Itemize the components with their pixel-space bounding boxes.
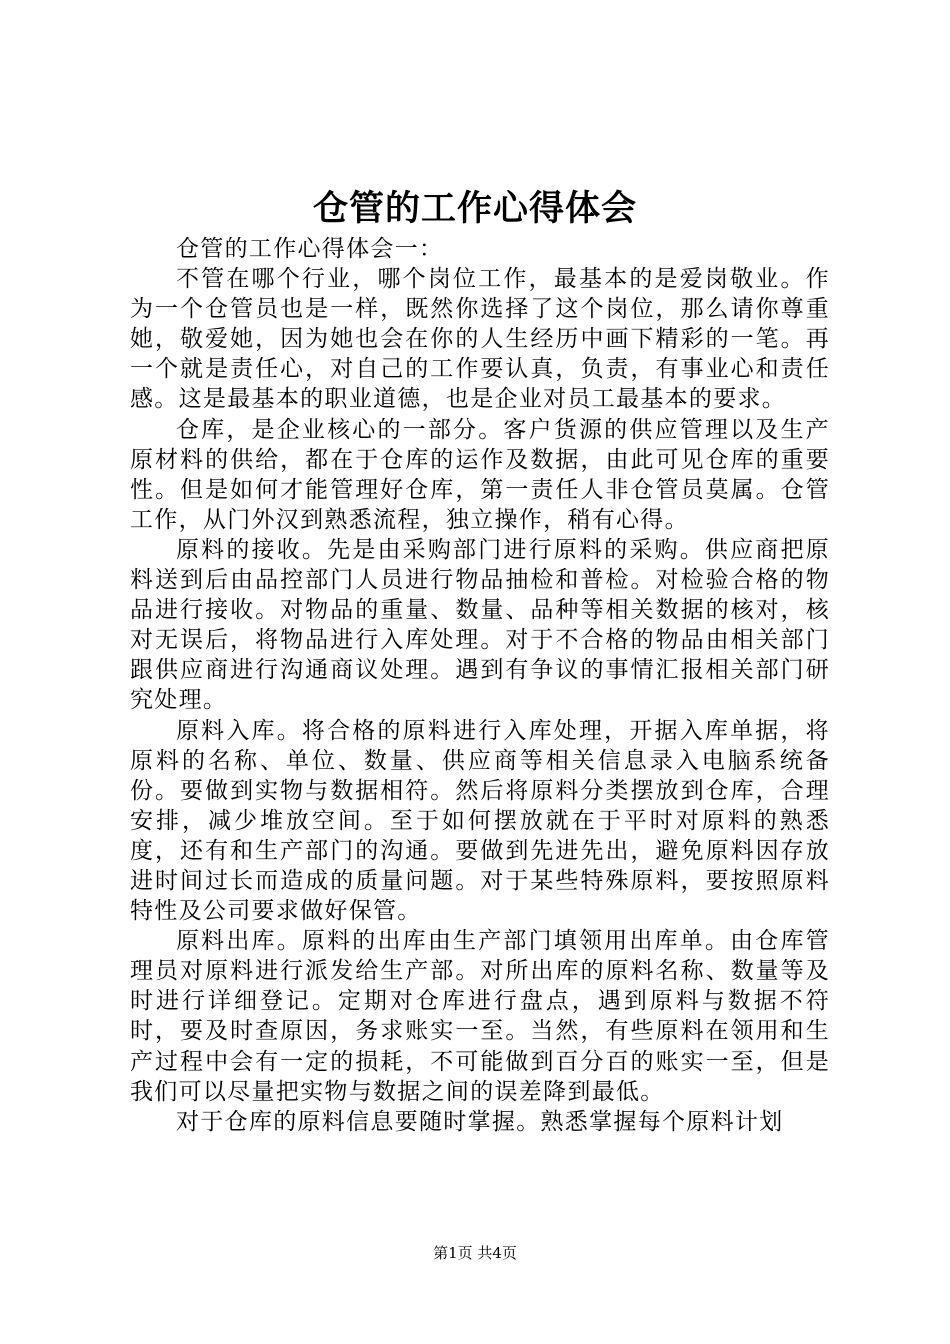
paragraph: 仓库，是企业核心的一部分。客户货源的供应管理以及生产原材料的供给，都在于仓库的运作及数据，由此可见仓库的重要性。但是如何才能管理好仓库，第一责任人非仓管员莫属。仓管工作，从门外汉到熟悉流程，独立操作，稍有心得。	[130, 416, 830, 533]
paragraph: 不管在哪个行业，哪个岗位工作，最基本的是爱岗敬业。作为一个仓管员也是一样，既然你选择了这个岗位，那么请你尊重她，敬爱她，因为她也会在你的人生经历中画下精彩的一笔。再一个就是责任心，对自己的工作要认真，负责，有事业心和责任感。这是最基本的职业道德，也是企业对员工最基本的要求。	[130, 266, 830, 413]
paragraph: 原料入库。将合格的原料进行入库处理，开据入库单据，将原料的名称、单位、数量、供应商等相关信息录入电脑系统备份。要做到实物与数据相符。然后将原料分类摆放到仓库，合理安排，减少堆放空间。至于如何摆放就在于平时对原料的熟悉度，还有和生产部门的沟通。要做到先进先出，避免原料因存放进时间过长而造成的质量问题。对于某些特殊原料，要按照原料特性及公司要求做好保管。	[130, 717, 830, 925]
document-title: 仓管的工作心得体会	[312, 188, 637, 229]
page-footer: 第1页 共4页	[433, 1244, 517, 1262]
paragraph: 对于仓库的原料信息要随时掌握。熟悉掌握每个原料计划	[176, 1108, 784, 1135]
paragraph-heading: 仓管的工作心得体会一：	[176, 236, 444, 262]
paragraph: 原料的接收。先是由采购部门进行原料的采购。供应商把原料送到后由品控部门人员进行物品抽检和普检。对检验合格的物品进行接收。对物品的重量、数量、品种等相关数据的核对，核对无误后，将物品进行入库处理。对于不合格的物品由相关部门跟供应商进行沟通商议处理。遇到有争议的事情汇报相关部门研究处理。	[130, 536, 830, 714]
paragraph: 原料出库。原料的出库由生产部门填领用出库单。由仓库管理员对原料进行派发给生产部。对所出库的原料名称、数量等及时进行详细登记。定期对仓库进行盘点，遇到原料与数据不符时，要及时查原因，务求账实一至。当然，有些原料在领用和生产过程中会有一定的损耗，不可能做到百分百的账实一至，但是我们可以尽量把实物与数据之间的误差降到最低。	[130, 928, 830, 1105]
document-body	[130, 234, 830, 1137]
